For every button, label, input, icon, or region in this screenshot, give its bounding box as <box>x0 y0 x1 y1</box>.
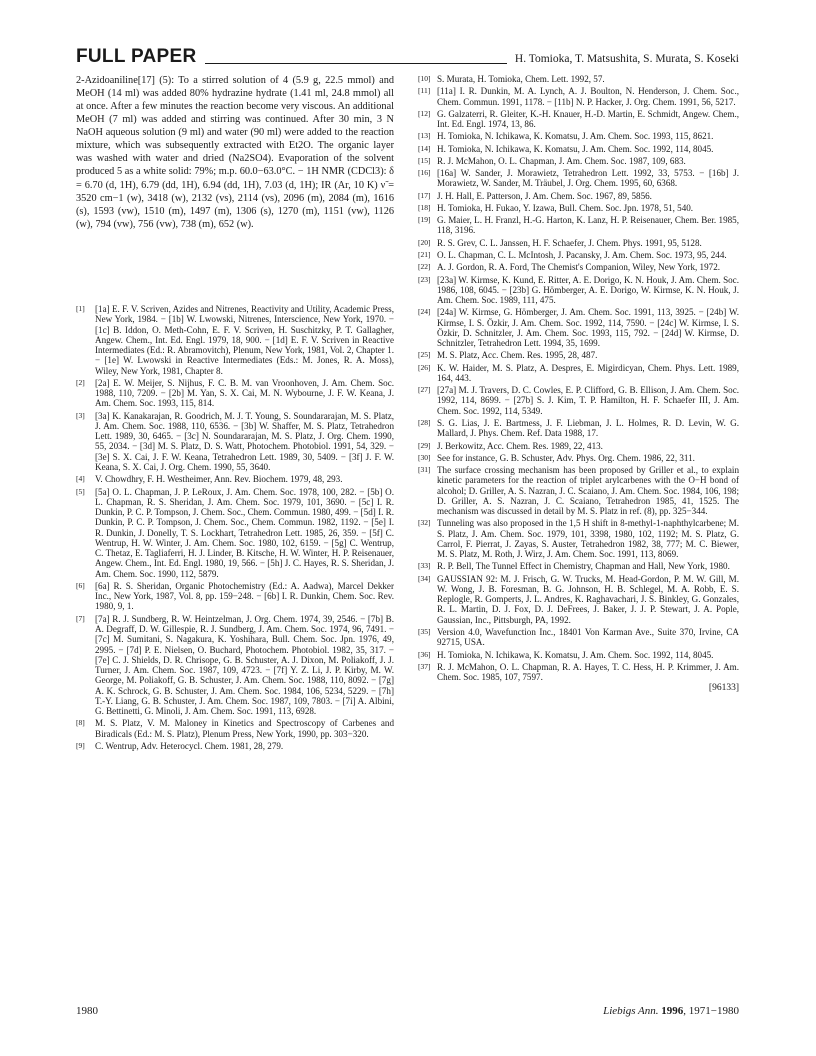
header-authors: H. Tomioka, T. Matsushita, S. Murata, S. Koseki <box>514 53 739 65</box>
reference-text: [11a] I. R. Dunkin, M. A. Lynch, A. J. Boulton, N. Henderson, J. Chem. Soc., Chem. Commun. 1991, 1178. − [11b] N. P. Hacker, J. Org. Chem. 1991, 56, 5217. <box>437 86 739 107</box>
reference-item <box>418 215 739 236</box>
reference-number: [18] <box>418 202 431 212</box>
reference-text: S. G. Lias, J. E. Bartmess, J. F. Liebman, J. L. Holmes, R. D. Levin, W. G. Mallard, J. Phys. Chem. Ref. Data 1988, 17. <box>437 417 739 439</box>
section-label: FULL PAPER <box>76 46 197 67</box>
reference-item <box>418 650 739 660</box>
reference-number: [23] <box>418 274 431 284</box>
references-right-items <box>418 74 739 682</box>
reference-item <box>418 363 739 384</box>
reference-number: [4] <box>76 474 85 484</box>
reference-text: S. Murata, H. Tomioka, Chem. Lett. 1992, 57. <box>437 74 605 84</box>
reference-item <box>76 741 394 751</box>
reference-item <box>418 385 739 416</box>
reference-item <box>418 238 739 248</box>
journal-name: Liebigs Ann. <box>603 1005 659 1017</box>
reference-text: H. Tomioka, N. Ichikawa, K. Komatsu, J. Am. Chem. Soc. 1992, 114, 8045. <box>437 143 714 154</box>
reference-text: GAUSSIAN 92: M. J. Frisch, G. W. Trucks, M. Head-Gordon, P. M. W. Gill, M. W. Wong, J. B. Foresman, B. G. Johnson, H. B. Schlegel, M. A. Robb, E. S. Replogle, R. Gomperts, J. L. Andres, K. Raghavachari, J. S. Binkley, G. Gonzales, R. L. Martin, D. J. Fox, D. J. DeFrees, J. Baker, J. J. P. Stewart, J. A. Pople, Gaussian, Inc., Pittsburgh, PA, 1992. <box>437 573 739 625</box>
reference-number: [20] <box>418 237 431 247</box>
reference-number: [6] <box>76 580 85 590</box>
reference-number: [9] <box>76 740 85 750</box>
experimental-section <box>76 74 394 231</box>
reference-item <box>418 144 739 154</box>
reference-text: O. L. Chapman, C. L. McIntosh, J. Pacansky, J. Am. Chem. Soc. 1973, 95, 244. <box>437 249 727 260</box>
reference-number: [31] <box>418 465 431 475</box>
reference-item <box>418 168 739 189</box>
reference-text: R. J. McMahon, O. L. Chapman, R. A. Hayes, T. C. Hess, H. P. Krimmer, J. Am. Chem. Soc. 1985, 107, 7597. <box>437 661 739 683</box>
reference-text: R. J. McMahon, O. L. Chapman, J. Am. Chem. Soc. 1987, 109, 683. <box>437 155 686 166</box>
reference-text: [6a] R. S. Sheridan, Organic Photochemistry (Ed.: A. Aadwa), Marcel Dekker Inc., New York, 1987, Vol. 8, pp. 159−248. − [6b] I. R. Dunkin, Chem. Soc. Rev. 1980, 9, 1. <box>95 580 394 612</box>
reference-text: Tunneling was also proposed in the 1,5 H shift in 8-methyl-1-naphthylcarbene; M. S. Platz, J. Am. Chem. Soc. 1979, 101, 3398, 1980, 102, 1192; M. S. Platz, G. Carrol, F. Pierrat, J. Zayas, S. Auster, Tetrahedron 1982, 38, 777; M. C. Biewer, M. S. Platz, M. Roth, J. Wirz, J. Am. Chem. Soc. 1991, 113, 8069. <box>437 518 739 560</box>
reference-number: [24] <box>418 307 431 317</box>
reference-text: G. Maier, L. H. Franzl, H.-G. Harton, K. Lanz, H. P. Reisenauer, Chem. Ber. 1985, 118, 3196. <box>437 215 739 236</box>
reference-item <box>418 627 739 648</box>
reference-item <box>76 411 394 473</box>
reference-text: [23a] W. Kirmse, K. Kund, E. Ritter, A. E. Dorigo, K. N. Houk, J. Am. Chem. Soc. 1986, 108, 6045. − [23b] G. Hömberger, A. E. Dorigo, W. Kirmse, K. N. Houk, J. Am. Chem. Soc. 1989, 111, 475. <box>437 274 739 306</box>
reference-number: [2] <box>76 377 85 387</box>
reference-number: [11] <box>418 86 431 96</box>
reference-item <box>418 131 739 141</box>
journal-year: 1996 <box>661 1005 684 1017</box>
reference-item <box>418 441 739 451</box>
reference-item <box>418 86 739 107</box>
reference-number: [34] <box>418 573 431 583</box>
reference-number: [22] <box>418 262 431 272</box>
journal-pages: , 1971−1980 <box>683 1005 739 1017</box>
experimental-paragraph: 2-Azidoaniline[17] (5): To a stirred solution of 4 (5.9 g, 22.5 mmol) and MeOH (14 ml) was added 80% hydrazine hydrate (1.41 ml, 24.8 mmol) all at once. After a few minutes the reaction become very viscous. An additional MeOH (7 ml) was added and stirring was continued. After 30 min, 3 N NaOH aqueous solution (9 ml) and water (90 ml) were added to the reaction mixture, which was subsequently extracted with Et2O. The organic layer was washed with water and dried (Na2SO4). Evaporation of the solvent produced 5 as a white solid: 79%; m.p. 60.0−63.0°C. − 1H NMR (CDCl3): δ = 6.70 (d, 1H), 6.79 (dd, 1H), 6.94 (dd, 1H), 7.03 (d, 1H); IR (Ar, 10 K) ν̃ = 3520 cm−1 (w), 3418 (w), 2132 (vs), 2114 (vs), 2096 (m), 2084 (m), 1616 (s), 1593 (vw), 1510 (m), 1497 (m), 1306 (s), 1270 (m), 1151 (vw), 1126 (w), 794 (vw), 756 (vw), 738 (m), 652 (w). <box>76 75 394 230</box>
reference-item <box>418 465 739 516</box>
page-header <box>76 38 739 68</box>
reference-text: H. Tomioka, H. Fukao, Y. Izawa, Bull. Chem. Soc. Jpn. 1978, 51, 540. <box>437 202 694 213</box>
reference-number: [8] <box>76 718 85 728</box>
reference-text: [24a] W. Kirmse, G. Hömberger, J. Am. Chem. Soc. 1991, 113, 3925. − [24b] W. Kirmse, I. S. Özkir, J. Am. Chem. Soc. 1992, 114, 7590. − [24c] W. Kirmse, I. S. Özkir, D. Schnitzler, J. Am. Chem. Soc. 1993, 115, 792. − [24d] W. Kirmse, D. Schnitzler, Tetrahedron Lett. 1994, 35, 1699. <box>437 307 739 349</box>
reference-number: [29] <box>418 440 431 450</box>
reference-number: [7] <box>76 613 85 623</box>
reference-item <box>76 378 394 409</box>
reference-item <box>418 156 739 166</box>
reference-item <box>418 109 739 130</box>
reference-number: [19] <box>418 215 431 225</box>
reference-number: [14] <box>418 143 431 153</box>
reference-text: [3a] K. Kanakarajan, R. Goodrich, M. J. T. Young, S. Soundararajan, M. S. Platz, J. Am. Chem. Soc. 1988, 110, 6536. − [3b] W. Shaffer, M. S. Platz, Tetrahedron Lett. 1989, 30, 6465. − [3c] N. Soundararajan, M. S. Platz, J. Org. Chem. 1990, 55, 2034. − [3d] M. S. Platz, D. S. Watt, Photochem. Photobiol. 1991, 54, 329. − [3e] S. X. Cai, J. F. W. Keana, Tetrahedron Lett. 1989, 30, 5409. − [3f] J. F. W. Keana, S. X. Cai, J. Org. Chem. 1990, 55, 3640. <box>95 410 394 472</box>
reference-text: H. Tomioka, N. Ichikawa, K. Komatsu, J. Am. Chem. Soc. 1993, 115, 8621. <box>437 131 714 142</box>
reference-text: M. S. Platz, Acc. Chem. Res. 1995, 28, 487. <box>437 350 598 361</box>
reference-text: K. W. Haider, M. S. Platz, A. Despres, E. Migirdicyan, Chem. Phys. Lett. 1989, 164, 443. <box>437 362 739 383</box>
reference-item <box>418 418 739 439</box>
reference-number: [1] <box>76 304 85 313</box>
reference-item <box>76 304 394 376</box>
reference-text: C. Wentrup, Adv. Heterocycl. Chem. 1981, 28, 279. <box>95 740 284 751</box>
reference-item <box>76 581 394 612</box>
reference-text: [1a] E. F. V. Scriven, Azides and Nitrenes, Reactivity and Utility, Academic Press, New York, 1984. − [1b] W. Lwowski, Nitrenes, Interscience, New York, 1970. − [1c] B. Iddon, O. Meth-Cohn, E. F. V. Scriven, H. Suschitzky, P. T. Gallagher, Angew. Chem., Int. Ed. Engl. 1979, 18, 900. − [1d] E. F. V. Scriven in Reactive Intermediates (Ed.: R. Abramovitch), Plenum, New York, 1981, Vol. 2, Chapter 1. − [1e] W. Lwowski in Reactive Intermediates (Eds.: M. Jones, R. A. Moss), Wiley, New York, 1981, Chapter 8. <box>95 304 394 376</box>
manuscript-code: [96133] <box>708 683 739 694</box>
reference-number: [33] <box>418 561 431 571</box>
reference-item <box>418 453 739 463</box>
reference-item <box>418 74 739 84</box>
reference-item <box>418 262 739 272</box>
reference-number: [17] <box>418 190 431 200</box>
reference-text: [27a] M. J. Travers, D. C. Cowles, E. P. Clifford, G. B. Ellison, J. Am. Chem. Soc. 1992, 114, 8699. − [27b] S. J. Kim, T. P. Hamilton, H. F. Schaefer III, J. Am. Chem. Soc. 1992, 114, 5349. <box>437 385 739 416</box>
reference-text: [16a] W. Sander, J. Morawietz, Tetrahedron Lett. 1992, 33, 5753. − [16b] J. Morawietz, W. Sander, M. Träubel, J. Org. Chem. 1995, 60, 6368. <box>437 168 739 189</box>
reference-text: J. Berkowitz, Acc. Chem. Res. 1989, 22, 413. <box>437 440 603 451</box>
reference-number: [10] <box>418 74 431 83</box>
reference-item <box>418 275 739 306</box>
reference-item <box>76 474 394 484</box>
header-rule <box>205 63 507 64</box>
page-number: 1980 <box>76 1005 98 1017</box>
reference-item <box>418 250 739 260</box>
reference-number: [26] <box>418 362 431 372</box>
reference-number: [12] <box>418 108 431 118</box>
reference-item <box>418 350 739 360</box>
reference-item <box>418 561 739 571</box>
reference-number: [28] <box>418 417 431 427</box>
reference-number: [5] <box>76 486 85 496</box>
reference-text: [2a] E. W. Meijer, S. Nijhus, F. C. B. M. van Vroonhoven, J. Am. Chem. Soc. 1988, 110, 7209. − [2b] M. Yan, S. X. Cai, M. N. Wybourne, J. F. W. Keana, J. Am. Chem. Soc. 1993, 115, 814. <box>95 377 394 409</box>
references-list-left <box>76 304 394 753</box>
reference-number: [36] <box>418 649 431 659</box>
reference-number: [37] <box>418 661 431 671</box>
reference-text: R. P. Bell, The Tunnel Effect in Chemistry, Chapman and Hall, New York, 1980. <box>437 561 730 572</box>
reference-item <box>418 203 739 213</box>
reference-text: [7a] R. J. Sundberg, R. W. Heintzelman, J. Org. Chem. 1974, 39, 2546. − [7b] B. A. Degraff, D. W. Gillespie, R. J. Sundberg, J. Am. Chem. Soc. 1974, 96, 7491. − [7c] M. Sumitani, S. Nagakura, K. Yoshihara, Bull. Chem. Soc. Jpn. 1976, 49, 2995. − [7d] P. E. Nielsen, O. Buchard, Photochem. Photobiol. 1982, 35, 317. − [7e] C. J. Shields, D. R. Chrisope, G. B. Schuster, A. J. Dixon, M. Poliakoff, J. J. Turner, J. Am. Chem. Soc. 1987, 109, 4723. − [7f] Y. Z. Li, J. P. Kirby, M. W. George, M. Poliakoff, G. B. Schuster, J. Am. Chem. Soc. 1988, 110, 8092. − [7g] A. K. Schrock, G. B. Schuster, J. Am. Chem. Soc. 1984, 106, 5234, 5229. − [7h] T.-Y. Liang, G. B. Schuster, J. Am. Chem. Soc. 1987, 109, 7803. − [7i] A. Albini, G. Bettinetti, G. Minoli, J. Am. Chem. Soc. 1991, 113, 6928. <box>95 613 394 717</box>
reference-text: R. S. Grev, C. L. Janssen, H. F. Schaefer, J. Chem. Phys. 1991, 95, 5128. <box>437 237 702 248</box>
reference-number: [3] <box>76 410 85 420</box>
reference-number: [27] <box>418 385 431 395</box>
reference-number: [15] <box>418 155 431 165</box>
reference-text: Version 4.0, Wavefunction Inc., 18401 Von Karman Ave., Suite 370, Irvine, CA 92715, USA. <box>437 627 739 648</box>
reference-text: H. Tomioka, N. Ichikawa, K. Komatsu, J. Am. Chem. Soc. 1992, 114, 8045. <box>437 649 714 660</box>
reference-item <box>418 191 739 201</box>
reference-text: The surface crossing mechanism has been proposed by Griller et al., to explain kinetic parameters for the reaction of triplet arylcarbenes with the O−H bond of alcohol; D. Griller, A. S. Nazran, J. C. Scaiano, J. Am. Chem. Soc. 1984, 106, 198; D. Griller, A. S. Nazran, J. C. Scaiano, Tetrahedron 1985, 41, 1525. The mechanism was discussed in detail by M. S. Platz in ref. (8), pp. 325−344. <box>437 465 739 517</box>
reference-text: M. S. Platz, V. M. Maloney in Kinetics and Spectroscopy of Carbenes and Biradicals (Ed.: M. S. Platz), Plenum Press, New York, 1990, pp. 303−320. <box>95 718 394 739</box>
reference-number: [13] <box>418 131 431 141</box>
reference-text: A. J. Gordon, R. A. Ford, The Chemist's Companion, Wiley, New York, 1972. <box>437 262 721 273</box>
reference-item <box>418 307 739 348</box>
reference-number: [21] <box>418 249 431 259</box>
reference-text: See for instance, G. B. Schuster, Adv. Phys. Org. Chem. 1986, 22, 311. <box>437 452 695 463</box>
reference-item <box>76 614 394 717</box>
reference-number: [25] <box>418 350 431 360</box>
journal-citation <box>603 1005 739 1017</box>
reference-number: [35] <box>418 627 431 637</box>
reference-item <box>76 718 394 739</box>
reference-number: [32] <box>418 518 431 528</box>
reference-text: [5a] O. L. Chapman, J. P. LeRoux, J. Am. Chem. Soc. 1978, 100, 282. − [5b] O. L. Chapman, R. S. Sheridan, J. Am. Chem. Soc. 1979, 101, 3690. − [5c] I. R. Dunkin, P. C. P. Tompson, J. Chem. Soc., Chem. Commun. 1980, 499. − [5d] I. R. Dunkin, P. C. P. Tompson, J. Chem. Soc., Chem. Commun. 1982, 1192. − [5e] I. R. Dunkin, J. Donelly, T. S. Lockhart, Tetrahedron Lett. 1985, 26, 359. − [5f] C. Wentrup, H. W. Winter, J. Am. Chem. Soc. 1980, 102, 6159. − [5g] C. Wentrup, C. Thetaz, E. Tagliaferri, H. J. Linder, B. Kitsche, H. W. Winter, H. P. Reisenauer, Angew. Chem., Int. Ed. Engl. 1980, 19, 566. − [5h] J. C. Hayes, R. S. Sheridan, J. Am. Chem. Soc. 1990, 112, 5879. <box>95 486 394 579</box>
reference-number: [16] <box>418 168 431 178</box>
reference-item <box>418 518 739 559</box>
references-list-right <box>418 74 739 694</box>
reference-text: J. H. Hall, E. Patterson, J. Am. Chem. Soc. 1967, 89, 5856. <box>437 190 652 201</box>
reference-text: G. Galzaterri, R. Gleiter, K.-H. Knauer, H.-D. Martin, E. Schmidt, Angew. Chem., Int. Ed. Engl. 1974, 13, 86. <box>437 108 739 130</box>
reference-item <box>418 662 739 683</box>
reference-item <box>418 574 739 625</box>
reference-text: V. Chowdhry, F. H. Westheimer, Ann. Rev. Biochem. 1979, 48, 293. <box>95 474 343 485</box>
reference-number: [30] <box>418 452 431 462</box>
reference-item <box>76 487 394 579</box>
